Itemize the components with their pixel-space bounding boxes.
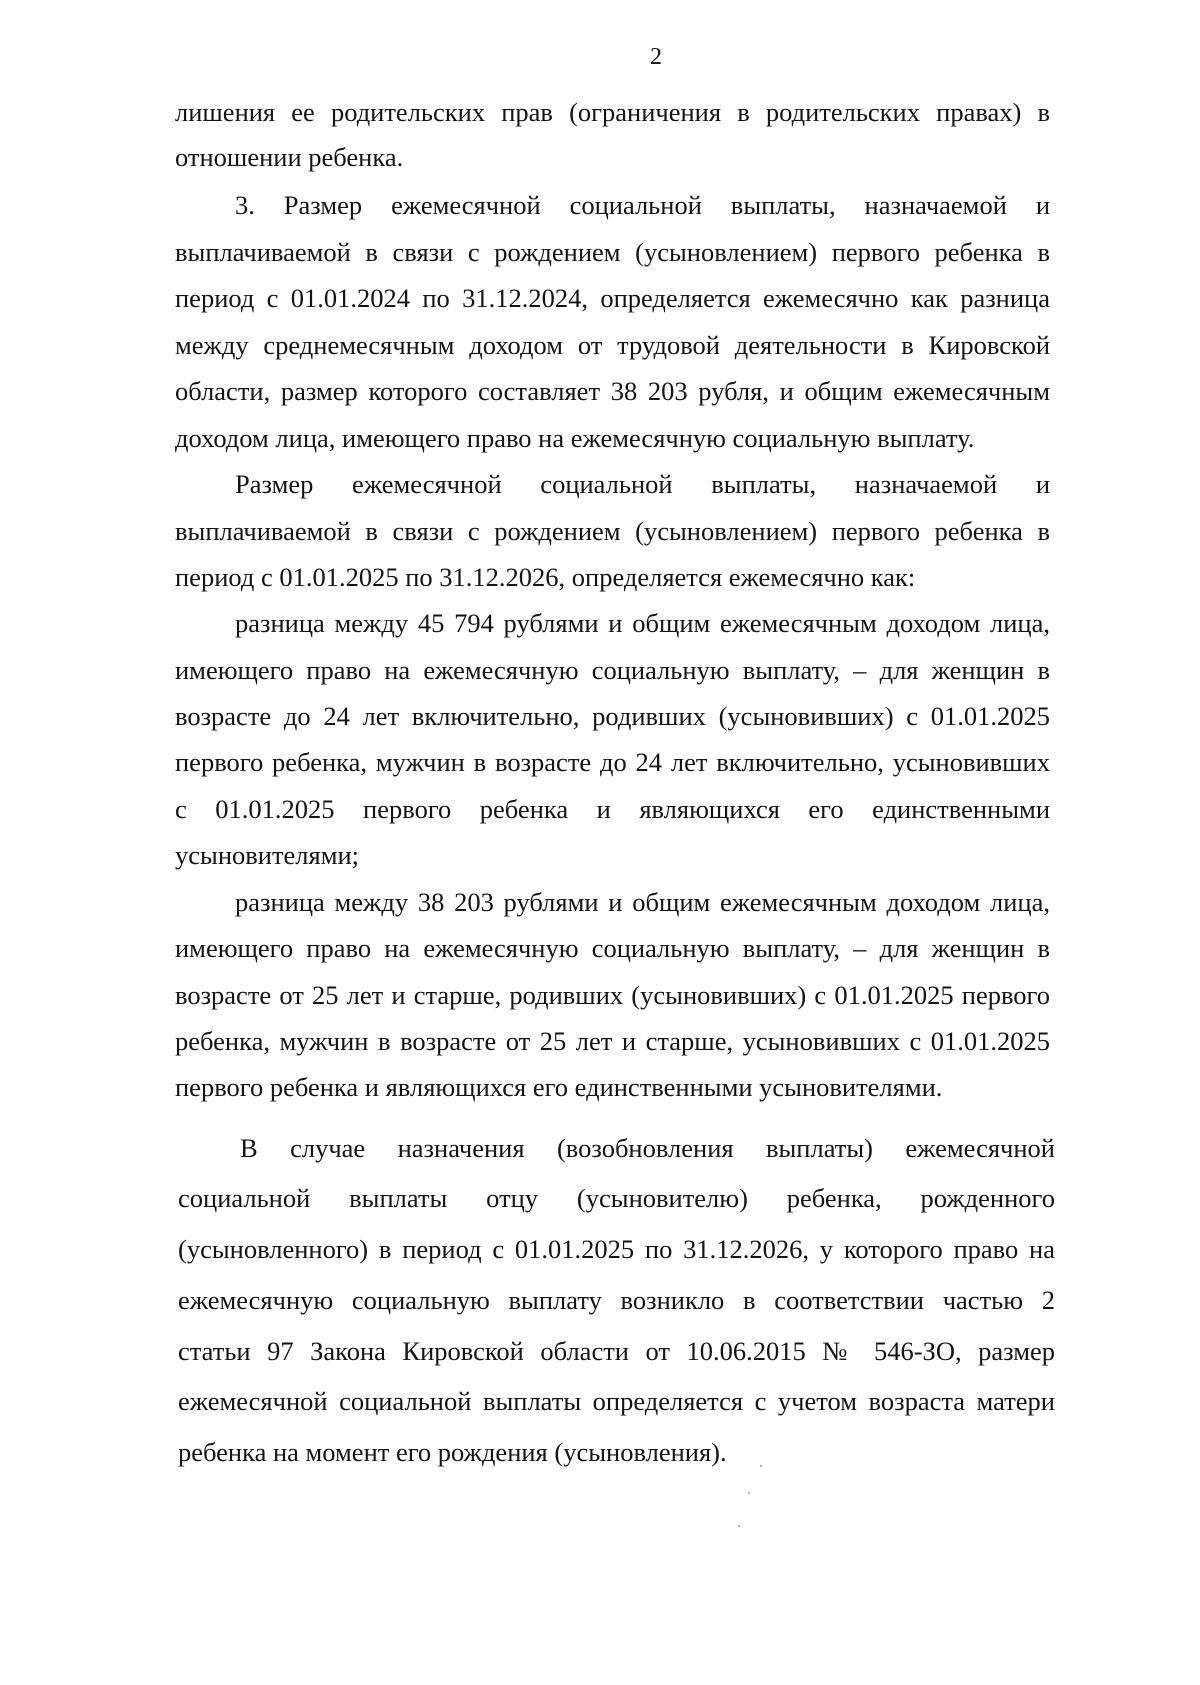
text-line: первого ребенка и являющихся его единственными усыновителями. <box>175 1072 943 1102</box>
text-line: ребенка на момент его рождения (усыновления). <box>178 1437 727 1467</box>
text-line: (усыновленного) в период с 01.01.2025 по 31.12.2026, у которого право на <box>178 1234 1055 1264</box>
text-line: выплачиваемой в связи с рождением (усыновлением) первого ребенка в <box>175 516 1050 546</box>
text-line: ежемесячную социальную выплату возникло в соответствии частью 2 <box>178 1285 1055 1315</box>
text-line: ежемесячной социальной выплаты определяется с учетом возраста матери <box>178 1386 1055 1416</box>
text-line: 3. Размер ежемесячной социальной выплаты, назначаемой и <box>235 190 1050 220</box>
text-line: разница между 45 794 рублями и общим ежемесячным доходом лица, <box>235 608 1050 638</box>
text-line: период с 01.01.2025 по 31.12.2026, определяется ежемесячно как: <box>175 562 916 592</box>
scan-speck <box>738 1525 740 1527</box>
text-line: В случае назначения (возобновления выплаты) ежемесячной <box>240 1133 1055 1163</box>
scan-speck <box>760 1465 762 1467</box>
text-line: с 01.01.2025 первого ребенка и являющихся его единственными <box>175 794 1050 824</box>
text-line: усыновителями; <box>175 840 360 870</box>
text-line: лишения ее родительских прав (ограничения в родительских правах) в <box>175 97 1050 127</box>
text-line: разница между 38 203 рублями и общим ежемесячным доходом лица, <box>235 887 1050 917</box>
text-line: возрасте от 25 лет и старше, родивших (усыновивших) с 01.01.2025 первого <box>175 980 1050 1010</box>
text-line: имеющего право на ежемесячную социальную выплату, – для женщин в <box>175 655 1050 685</box>
text-line: доходом лица, имеющего право на ежемесячную социальную выплату. <box>175 423 975 453</box>
text-line: между среднемесячным доходом от трудовой деятельности в Кировской <box>175 330 1050 360</box>
text-line: период с 01.01.2024 по 31.12.2024, определяется ежемесячно как разница <box>175 283 1050 313</box>
scan-speck <box>748 1492 750 1494</box>
text-line: Размер ежемесячной социальной выплаты, назначаемой и <box>235 469 1050 499</box>
page-number: 2 <box>650 44 662 70</box>
text-line: области, размер которого составляет 38 203 рубля, и общим ежемесячным <box>175 376 1050 406</box>
text-line: отношении ребенка. <box>175 142 404 172</box>
text-line: имеющего право на ежемесячную социальную выплату, – для женщин в <box>175 933 1050 963</box>
text-line: социальной выплаты отцу (усыновителю) ребенка, рожденного <box>178 1183 1055 1213</box>
text-line: первого ребенка, мужчин в возрасте до 24 лет включительно, усыновивших <box>175 747 1050 777</box>
text-line: выплачиваемой в связи с рождением (усыновлением) первого ребенка в <box>175 237 1050 267</box>
text-line: статьи 97 Закона Кировской области от 10.06.2015 № 546-ЗО, размер <box>178 1336 1055 1366</box>
text-line: ребенка, мужчин в возрасте от 25 лет и старше, усыновивших с 01.01.2025 <box>175 1026 1050 1056</box>
text-line: возрасте до 24 лет включительно, родивших (усыновивших) с 01.01.2025 <box>175 701 1050 731</box>
